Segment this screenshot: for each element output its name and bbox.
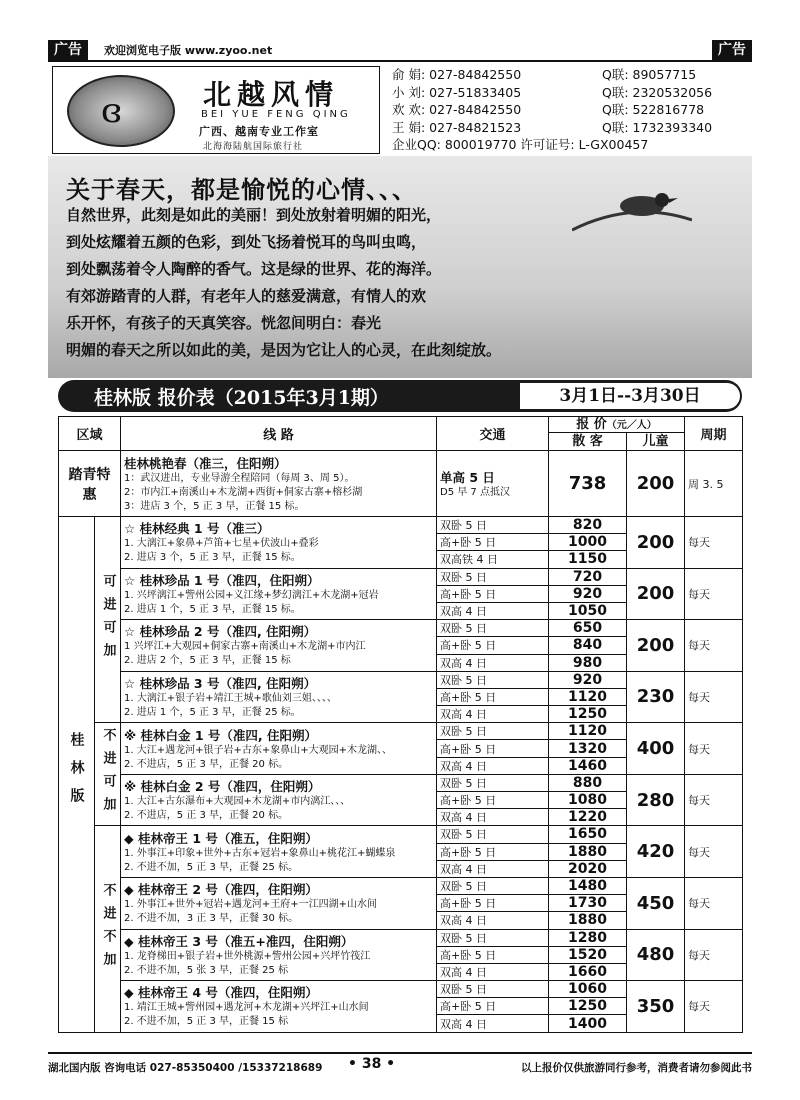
price-date-range: 3月1日--3月30日 [520, 383, 740, 409]
transport-cell: 双高 4 日 [437, 757, 549, 774]
table-row [59, 620, 743, 637]
route-cell [121, 723, 437, 775]
contact-phone: 027-84821523 [429, 119, 522, 135]
ad-tag-left: 广告 [48, 40, 88, 60]
transport-cell: 高+卧 5 日 [437, 740, 549, 757]
transport-cell: 双卧 5 日 [437, 774, 549, 791]
transport-cell: 双高 4 日 [437, 963, 549, 980]
page-footer [48, 1052, 752, 1074]
price-title-bar [58, 380, 742, 412]
contact-name: 欢 欢: [392, 102, 426, 117]
route-cell [121, 826, 437, 878]
child-price: 230 [627, 671, 685, 723]
brand-name-en: BEI YUE FENG QING [201, 109, 351, 120]
child-price: 480 [627, 929, 685, 981]
route-cell [121, 929, 437, 981]
brand-name: 北越风情 [203, 78, 340, 111]
adult-price: 1400 [549, 1015, 627, 1032]
contact-qq: Q联: 1732393340 [602, 119, 713, 135]
route-detail: 2：市内江+南溪山+木龙湖+西街+侗家古寨+榕杉湖 [124, 486, 363, 498]
transport-cell: 双卧 5 日 [437, 517, 549, 534]
route-detail: 2. 不进不加，5 张 3 早，正餐 25 标 [124, 964, 289, 976]
adult-price: 1000 [549, 534, 627, 551]
adult-price: 1660 [549, 963, 627, 980]
adult-price: 1060 [549, 981, 627, 998]
adult-price: 1520 [549, 946, 627, 963]
route-detail: 1：武汉进出，专业导游全程陪同（每周 3、周 5）。 [124, 472, 355, 484]
spring-line: 到处炫耀着五颜的色彩，到处飞扬着悦耳的鸟叫虫鸣， [66, 233, 427, 251]
route-detail: 1. 靖江王城+訾州园+遇龙河+木龙湖+兴坪江+山水间 [124, 1002, 369, 1014]
route-detail: 2. 进店 1 个，5 正 3 早，正餐 15 标。 [124, 603, 301, 615]
route-detail: 2. 不进店，5 正 3 早，正餐 20 标。 [124, 810, 289, 822]
week-cell: 周 3. 5 [685, 451, 743, 517]
transport-cell: 双高 4 日 [437, 809, 549, 826]
transport-cell: 高+卧 5 日 [437, 688, 549, 705]
header-week: 周期 [685, 417, 743, 451]
contact-phone: 027-84842550 [429, 102, 522, 117]
transport-note: D5 早 7 点抵汉 [440, 486, 510, 498]
site-link[interactable]: 欢迎浏览电子版 www.zyoo.net [104, 44, 273, 57]
transport-cell: 双高 4 日 [437, 706, 549, 723]
route-detail: 1. 大漓江+象鼻+芦笛+七星+伏波山+叠彩 [124, 538, 319, 550]
adult-price: 920 [549, 671, 627, 688]
route-cell [121, 877, 437, 929]
adult-price: 880 [549, 774, 627, 791]
transport-cell: 高+卧 5 日 [437, 946, 549, 963]
week-cell: 每天 [685, 826, 743, 878]
adult-price: 1880 [549, 912, 627, 929]
contact-list [392, 66, 752, 154]
route-detail: 1. 兴坪漓江+訾州公园+义江缘+梦幻漓江+木龙湖+冠岩 [124, 589, 379, 601]
contact-qq: Q联: 89057715 [602, 67, 697, 82]
spring-title: 关于春天，都是愉悦的心情、、、 [66, 176, 417, 204]
route-detail: 3：进店 3 个，5 正 3 早，正餐 15 标。 [124, 500, 305, 512]
route-detail: 2. 进店 3 个，5 正 3 早，正餐 15 标。 [124, 552, 301, 564]
brand-logo [67, 75, 175, 147]
transport-cell: 高+卧 5 日 [437, 998, 549, 1015]
spring-line: 到处飘荡着令人陶醉的香气。这是绿的世界、花的海洋。 [66, 260, 442, 278]
route-title: ☆ 桂林珍品 2 号（准四, 住阳朔） [124, 624, 317, 640]
header-price-unit: （元／人） [606, 420, 657, 431]
route-detail: 2. 不进不加，5 正 3 早，正餐 15 标 [124, 1016, 289, 1028]
adult-price: 1150 [549, 551, 627, 568]
adult-price: 1250 [549, 998, 627, 1015]
table-row [59, 981, 743, 998]
child-price: 280 [627, 774, 685, 826]
table-row [59, 877, 743, 894]
transport-cell: 双高 4 日 [437, 912, 549, 929]
adult-price: 1730 [549, 895, 627, 912]
adult-price: 1250 [549, 706, 627, 723]
route-cell [121, 671, 437, 723]
adult-price: 738 [549, 451, 627, 517]
header-zone: 区域 [59, 417, 121, 451]
week-cell: 每天 [685, 568, 743, 620]
spring-line: 乐开怀，有孩子的天真笑容。恍忽间明白：春光 [66, 314, 382, 332]
spring-line: 自然世界，此刻是如此的美丽！到处放射着明媚的阳光， [66, 206, 442, 224]
table-row [59, 568, 743, 585]
route-title: ※ 桂林白金 2 号（准四，住阳朔） [124, 779, 321, 795]
adult-price: 1120 [549, 688, 627, 705]
transport-cell: 双卧 5 日 [437, 723, 549, 740]
header-route: 线 路 [121, 417, 437, 451]
adult-price: 920 [549, 585, 627, 602]
transport-cell: 双卧 5 日 [437, 568, 549, 585]
table-row [59, 929, 743, 946]
child-price: 450 [627, 877, 685, 929]
route-detail: 1. 大江+遇龙河+银子岩+古东+象鼻山+大观园+木龙湖、、 [124, 744, 393, 756]
adult-price: 1280 [549, 929, 627, 946]
route-cell [121, 517, 437, 569]
adult-price: 1650 [549, 826, 627, 843]
header-transport: 交通 [437, 417, 549, 451]
week-cell: 每天 [685, 929, 743, 981]
transport-cell: 双卧 5 日 [437, 877, 549, 894]
week-cell: 每天 [685, 981, 743, 1033]
transport-cell: 双高 4 日 [437, 1015, 549, 1032]
route-title: ☆ 桂林珍品 1 号（准四，住阳朔） [124, 572, 320, 588]
route-cell [121, 568, 437, 620]
transport-main: 单高 5 日 [440, 469, 495, 485]
contact-phone: 027-84842550 [429, 67, 522, 82]
transport-cell: 双高铁 4 日 [437, 551, 549, 568]
transport-cell: 高+卧 5 日 [437, 637, 549, 654]
transport-cell: 双高 4 日 [437, 860, 549, 877]
sub-zone: 不进可加 [95, 723, 121, 826]
week-cell: 每天 [685, 671, 743, 723]
transport-cell: 双卧 5 日 [437, 620, 549, 637]
child-price: 350 [627, 981, 685, 1033]
route-detail: 2. 不进不加，5 正 3 早，正餐 25 标。 [124, 861, 299, 873]
child-price: 200 [627, 568, 685, 620]
route-detail: 1. 大江+古东瀑布+大观园+木龙湖+市内漓江、、、 [124, 796, 351, 808]
route-title: ☆ 桂林经典 1 号（准三） [124, 521, 270, 537]
contact-phone: 027-51833405 [429, 84, 522, 100]
brand-subtitle: 广西、越南专业工作室 [199, 125, 319, 138]
brand-agency: 北海海陆航国际旅行社 [203, 142, 304, 152]
contact-name: 王 娟: [392, 119, 426, 135]
route-title: ※ 桂林白金 1 号（准四, 住阳朔） [124, 727, 318, 743]
logo-wave-icon: ɞ [101, 91, 122, 131]
week-cell: 每天 [685, 774, 743, 826]
route-detail: 1. 外事江+印象+世外+古东+冠岩+象鼻山+桃花江+蝴蝶泉 [124, 847, 396, 859]
table-row [59, 723, 743, 740]
table-row [59, 826, 743, 843]
contact-row [392, 101, 752, 119]
contact-row [392, 66, 752, 84]
week-cell: 每天 [685, 877, 743, 929]
footer-disclaimer: 以上报价仅供旅游同行参考，消费者请勿参阅此书 [521, 1062, 752, 1074]
adult-price: 720 [549, 568, 627, 585]
header-child: 儿童 [642, 434, 669, 449]
route-title: ◆ 桂林帝王 1 号（准五，住阳朔） [124, 830, 318, 846]
zone-promo: 踏青特惠 [59, 451, 121, 517]
sub-zone: 不进不加 [95, 826, 121, 1032]
contact-row [392, 119, 752, 137]
page-number: • 38 • [348, 1056, 396, 1072]
week-cell: 每天 [685, 620, 743, 672]
transport-cell: 双高 4 日 [437, 602, 549, 619]
route-title: 桂林桃艳春（准三，住阳朔） [124, 455, 287, 471]
route-cell [121, 981, 437, 1033]
adult-price: 1460 [549, 757, 627, 774]
spring-line: 明媚的春天之所以如此的美，是因为它让人的心灵，在此刻绽放。 [66, 341, 502, 359]
route-cell [121, 451, 437, 517]
sub-zone: 可进可加 [95, 517, 121, 723]
adult-price: 1880 [549, 843, 627, 860]
adult-price: 840 [549, 637, 627, 654]
spring-banner [48, 156, 752, 378]
header-price [549, 417, 685, 451]
transport-cell: 双高 4 日 [437, 654, 549, 671]
route-detail: 2. 进店 2 个，5 正 3 早，正餐 15 标 [124, 655, 291, 667]
transport-cell: 高+卧 5 日 [437, 843, 549, 860]
transport-cell: 高+卧 5 日 [437, 585, 549, 602]
transport-cell: 双卧 5 日 [437, 981, 549, 998]
child-price: 200 [627, 620, 685, 672]
child-price: 200 [627, 451, 685, 517]
week-cell: 每天 [685, 723, 743, 775]
table-row-promo [59, 451, 743, 517]
adult-price: 820 [549, 517, 627, 534]
top-bar [48, 40, 752, 62]
transport-cell: 高+卧 5 日 [437, 792, 549, 809]
table-row [59, 671, 743, 688]
adult-price: 1480 [549, 877, 627, 894]
contact-name: 俞 娟: [392, 67, 426, 82]
route-title: ◆ 桂林帝王 3 号（准五+准四，住阳朔） [124, 933, 354, 949]
contact-qq: Q联: 522816778 [602, 102, 705, 117]
route-detail: 2. 不进不加，3 正 3 早，正餐 30 标。 [124, 913, 299, 925]
footer-contact: 湖北国内版 咨询电话 027-85350400 /15337218689 [48, 1062, 323, 1074]
contact-row [392, 84, 752, 102]
route-detail: 1. 龙脊梯田+银子岩+世外桃源+訾州公园+兴坪竹筏江 [124, 950, 371, 962]
transport-cell: 高+卧 5 日 [437, 895, 549, 912]
bird-branch-icon [572, 180, 692, 240]
child-price: 400 [627, 723, 685, 775]
contact-footer: 企业QQ: 800019770 许可证号: L-GX00457 [392, 137, 649, 152]
transport-cell: 双卧 5 日 [437, 826, 549, 843]
contact-name: 小 刘: [392, 84, 426, 100]
table-header [59, 417, 743, 451]
table-row [59, 774, 743, 791]
adult-price: 1320 [549, 740, 627, 757]
price-table [58, 416, 743, 1033]
route-cell [121, 620, 437, 672]
route-detail: 2. 不进店，5 正 3 早，正餐 20 标。 [124, 758, 289, 770]
adult-price: 1120 [549, 723, 627, 740]
spring-body [66, 202, 501, 364]
transport-cell: 双卧 5 日 [437, 671, 549, 688]
route-detail: 1. 大漓江+银子岩+靖江王城+歌仙刘三姐、、、、 [124, 692, 337, 704]
table-row [59, 517, 743, 534]
transport-cell: 双卧 5 日 [437, 929, 549, 946]
route-detail: 1 兴坪江+大观园+侗家古寨+南溪山+木龙湖+市内江 [124, 641, 366, 653]
transport-cell: 高+卧 5 日 [437, 534, 549, 551]
header-price-label: 报 价 [576, 417, 607, 432]
spring-line: 有郊游踏青的人群，有老年人的慈爱满意，有情人的欢 [66, 287, 427, 305]
route-detail: 1. 外事江+世外+冠岩+遇龙河+王府+一江四湖+山水间 [124, 899, 378, 911]
child-price: 420 [627, 826, 685, 878]
week-cell: 每天 [685, 517, 743, 569]
adult-price: 1220 [549, 809, 627, 826]
route-detail: 2. 进店 1 个，5 正 3 早，正餐 25 标。 [124, 706, 301, 718]
adult-price: 1050 [549, 602, 627, 619]
price-title: 桂林版 报价表（2015年3月1期） [94, 387, 389, 409]
contact-qq: Q联: 2320532056 [602, 84, 713, 100]
adult-price: 650 [549, 620, 627, 637]
brand-box [52, 66, 380, 154]
route-title: ◆ 桂林帝王 4 号（准四，住阳朔） [124, 985, 318, 1001]
route-title: ☆ 桂林珍品 3 号（准四, 住阳朔） [124, 675, 317, 691]
zone-main: 桂林版 [59, 517, 95, 1033]
child-price: 200 [627, 517, 685, 569]
adult-price: 1080 [549, 792, 627, 809]
route-cell [121, 774, 437, 826]
adult-price: 980 [549, 654, 627, 671]
header-adult: 散 客 [549, 433, 627, 450]
ad-tag-right: 广告 [712, 40, 752, 60]
adult-price: 2020 [549, 860, 627, 877]
transport-cell [437, 451, 549, 517]
route-title: ◆ 桂林帝王 2 号（准四，住阳朔） [124, 882, 318, 898]
